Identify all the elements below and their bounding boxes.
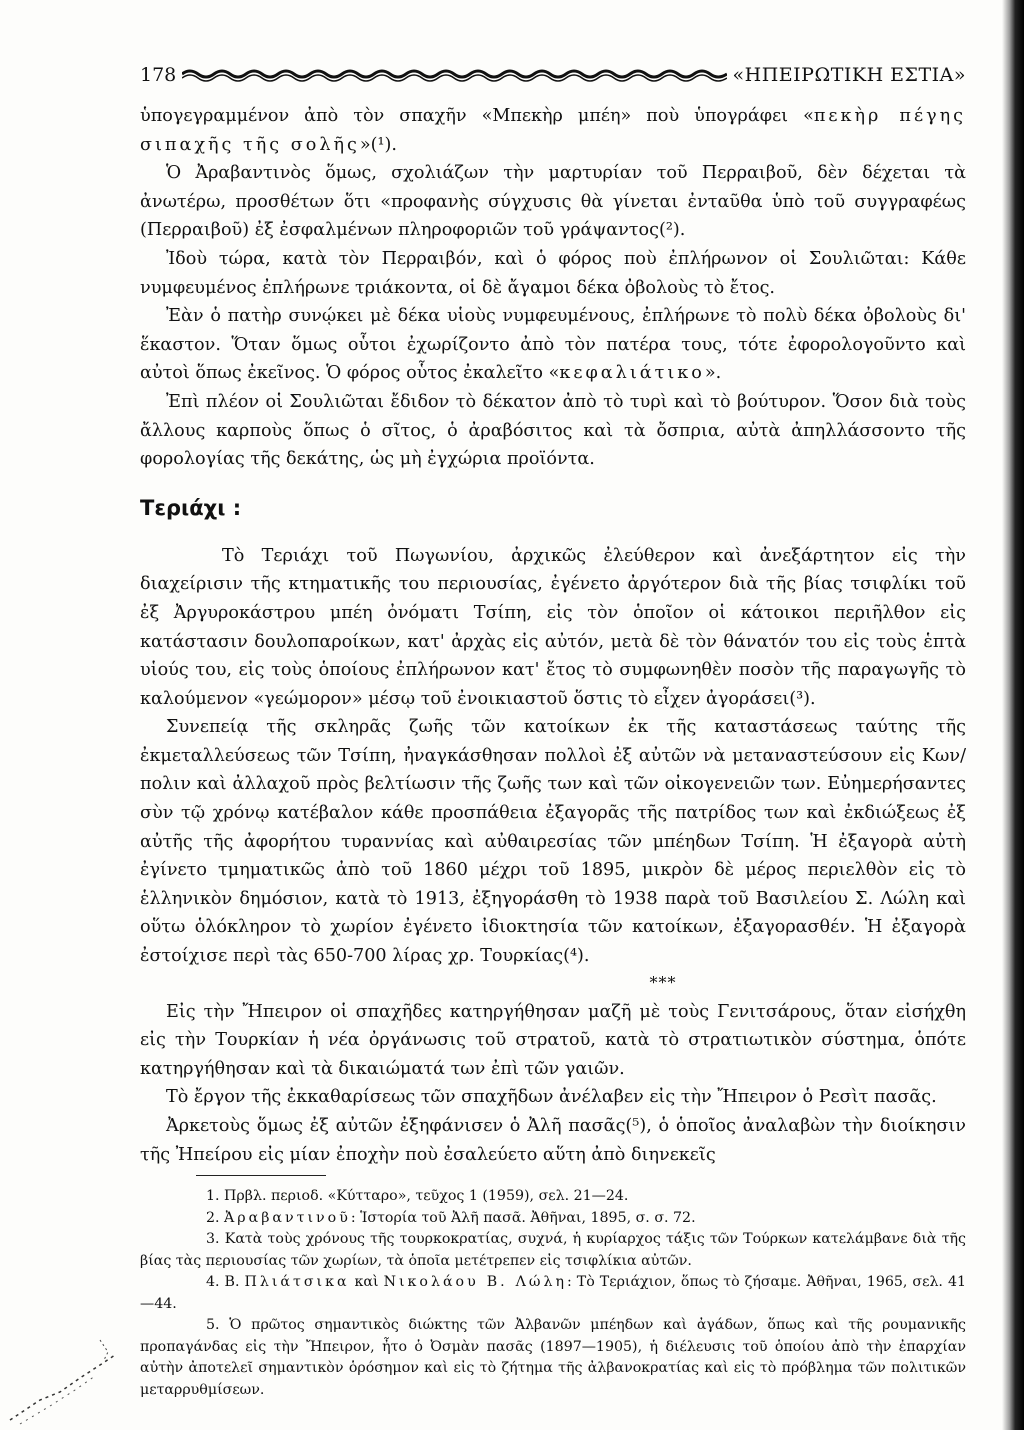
paragraph: Ἰδοὺ τώρα, κατὰ τὸν Περραιβόν, καὶ ὁ φόρος ποὺ ἐπλήρωνον οἱ Σουλιῶται: Κάθε νυμφευμένος ἐπλήρωνε τριάκοντα, οἱ δὲ ἄγαμοι δέκα ὀβολοὺς τὸ ἔτος. bbox=[140, 248, 966, 298]
paragraph: ὑπογεγραμμένον ἀπὸ τὸν σπαχῆν «Μπεκὴρ μπέη» ποὺ ὑπογράφει «πεκὴρ πέγης σιπαχῆς τῆς σολῆς»(¹). bbox=[140, 106, 966, 155]
paragraph: Τὸ Τεριάχι τοῦ Πωγωνίου, ἀρχικῶς ἐλεύθερον καὶ ἀνεξάρτητον εἰς τὴν διαχείρισιν τῆς κτηματικῆς του περιουσίας, ἐγένετο ἀργότερον διὰ τῆς βίας τσιφλίκι τοῦ ἐξ Ἀργυροκάστρου μπέη ὀνόματι Τσίπη, εἰς τὸν ὁποῖον οἱ κάτοικοι περιῆλθον εἰς κατάστασιν δουλοπαροίκων, κατ' ἀρχὰς εἰς αὐτόν, μετὰ δὲ τὸν θάνατόν του εἰς τοὺς ἑπτὰ υἱούς του, εἰς τοὺς ὁποίους ἐπλήρωνον κατ' ἔτος τὸ συμφωνηθὲν ποσὸν τῆς παραγωγῆς τὸ καλούμενον «γεώμορον» μέσῳ τοῦ ἐνοικιαστοῦ ὅστις τὸ εἶχεν ἀγοράσει(³). bbox=[140, 545, 966, 709]
page-header bbox=[140, 58, 966, 92]
footnote: 4. Β. Πλιάτσικα καὶ Νικολάου Β. Λώλη: Τὸ Τεριάχιον, ὅπως τὸ ζήσαμε. Ἀθῆναι, 1965, σελ. 41—44. bbox=[140, 1274, 967, 1312]
section-title: Τεριάχι : bbox=[140, 495, 242, 520]
book-page bbox=[140, 58, 966, 1401]
section-separator: *** bbox=[649, 972, 677, 992]
paragraph: Εἰς τὴν Ἤπειρον οἱ σπαχῆδες κατηργήθησαν μαζῆ μὲ τοὺς Γενιτσάρους, ὅταν εἰσήχθη εἰς τὴν Τουρκίαν ἡ νέα ὀργάνωσις τοῦ στρατοῦ, κατὰ τὸ στρατιωτικὸν σύστημα, ὁπότε κατηργήθησαν καὶ τὰ δικαιώματά των ἐπὶ τῶν γαιῶν. bbox=[140, 1001, 966, 1079]
page-number: 178 bbox=[140, 64, 177, 86]
running-title: «ΗΠΕΙΡΩΤΙΚΗ ΕΣΤΙΑ» bbox=[732, 64, 966, 86]
binding-edge-shadow bbox=[1002, 0, 1024, 1430]
wavy-header-rule bbox=[182, 58, 727, 88]
paragraph: Ἀρκετοὺς ὅμως ἐξ αὐτῶν ἐξηφάνισεν ὁ Ἀλῆ πασᾶς(⁵), ὁ ὁποῖος ἀναλαβὼν τὴν διοίκησιν τῆς Ἠπείρου εἰς μίαν ἐποχὴν ποὺ ἐσαλεύετο αὕτη ἀπὸ διηνεκεῖς bbox=[140, 1116, 966, 1165]
footnotes bbox=[140, 1186, 966, 1401]
footnote: 2. Ἀραβαντινοῦ: Ἱστορία τοῦ Ἀλῆ πασᾶ. Ἀθῆναι, 1895, σ. σ. 72. bbox=[206, 1209, 696, 1226]
footnote-rule bbox=[196, 1175, 326, 1176]
paragraph: Ἐπὶ πλέον οἱ Σουλιῶται ἔδιδον τὸ δέκατον ἀπὸ τὸ τυρὶ καὶ τὸ βούτυρον. Ὅσον διὰ τοὺς ἄλλους καρποὺς ὅπως ὁ σῖτος, ὁ ἀραβόσιτος καὶ τὰ ὄσπρια, αὐτὰ ἀπηλλάσσοντο τῆς φορολογίας τῆς δεκάτης, ὡς μὴ ἐγχώρια προϊόντα. bbox=[140, 391, 966, 470]
paragraph: Ἐὰν ὁ πατὴρ συνῴκει μὲ δέκα υἱοὺς νυμφευμένους, ἐπλήρωνε τὸ πολὺ δέκα ὀβολοὺς δι' ἕκαστον. Ὅταν ὅμως οὗτοι ἐχωρίζοντο ἀπὸ τὸν πατέρα τους, τότε ἐφορολογοῦντο καὶ αὐτοὶ ὅπως ἐκεῖνος. Ὁ φόρος οὗτος ἐκαλεῖτο «κεφαλιάτικο». bbox=[140, 306, 966, 384]
footnote: 5. Ὁ πρῶτος σημαντικὸς διώκτης τῶν Ἀλβανῶν μπέηδων καὶ ἀγάδων, ὅπως καὶ τῆς ρουμανικῆς προπαγάνδας εἰς τὴν Ἤπειρον, ἦτο ὁ Ὀσμὰν πασᾶς (1897—1905), ἡ διέλευσις τοῦ ὁποίου ἀπὸ τὴν ἐπαρχίαν αὐτὴν ἀποτελεῖ σημαντικὸν ὁρόσημον καὶ εἰς τὸ ζήτημα τῆς ἀλβανοκρατίας καὶ εἰς τὸ πρόβλημα τῶν πολιτικῶν μεταρρυθμίσεων. bbox=[140, 1317, 966, 1398]
paragraph: Τὸ ἔργον τῆς ἐκκαθαρίσεως τῶν σπαχῆδων ἀνέλαβεν εἰς τὴν Ἤπειρον ὁ Ρεσὶτ πασᾶς. bbox=[166, 1087, 937, 1108]
footnote: 1. Πρβλ. περιοδ. «Κύτταρο», τεῦχος 1 (1959), σελ. 21—24. bbox=[206, 1188, 629, 1205]
intro-text bbox=[140, 102, 966, 474]
footnote: 3. Κατὰ τοὺς χρόνους τῆς τουρκοκρατίας, συχνά, ἡ κυρίαρχος τάξις τῶν Τούρκων κατελάμβανε διὰ τῆς βίας τὰς περιουσίας τῶν χωρίων, τὰ ὁποῖα μετέτρεπεν εἰς τσιφλίκια αὐτῶν. bbox=[140, 1231, 966, 1269]
paragraph: Ὁ Ἀραβαντινὸς ὅμως, σχολιάζων τὴν μαρτυρίαν τοῦ Περραιβοῦ, δὲν δέχεται τὰ ἀνωτέρω, προσθέτων ὅτι «προφανὴς σύγχυσις θὰ γίνεται ἐνταῦθα ὑπὸ τοῦ συγγραφέως (Περραιβοῦ) ἐξ ἐσφαλμένων πληροφοριῶν τοῦ γράψαντος(²). bbox=[140, 163, 966, 241]
section-text bbox=[140, 542, 966, 1169]
paragraph: Συνεπείᾳ τῆς σκληρᾶς ζωῆς τῶν κατοίκων ἐκ τῆς καταστάσεως ταύτης τῆς ἐκμεταλλεύσεως τῶν Τσίπη, ἠναγκάσθησαν πολλοὶ ἐξ αὐτῶν νὰ μεταναστεύσουν εἰς Κων/πολιν καὶ ἀλλαχοῦ πρὸς βελτίωσιν τῆς ζωῆς των καὶ τῶν οἰκογενειῶν των. Εὐημερήσαντες σὺν τῷ χρόνῳ κατέβαλον κάθε προσπάθεια ἐξαγορᾶς τῆς πατρίδος των καὶ ἐκδιώξεως ἐξ αὐτῆς τῆς ἀφορήτου τυραννίας καὶ αὐθαιρεσίας τῶν μπέηδων Τσίπη. Ἡ ἐξαγορὰ αὐτὴ ἐγίνετο τμηματικῶς ἀπὸ τοῦ 1860 μέχρι τοῦ 1895, μικρὸν δὲ μέρος περιελθὸν εἰς τὸ ἑλληνικὸν δημόσιον, κατὰ τὸ 1913, ἐξηγοράσθη τὸ 1938 παρὰ τοῦ Βασιλείου Σ. Λώλη καὶ οὕτω ὁλόκληρον τὸ χωρίον ἐγένετο ἰδιοκτησία τῶν κατοίκων, ἐξαγορασθέν. Ἡ ἐξαγορὰ ἐστοίχισε περὶ τὰς 650-700 λίρας χρ. Τουρκίας(⁴). bbox=[140, 717, 966, 967]
ink-smudge bbox=[0, 1320, 160, 1430]
